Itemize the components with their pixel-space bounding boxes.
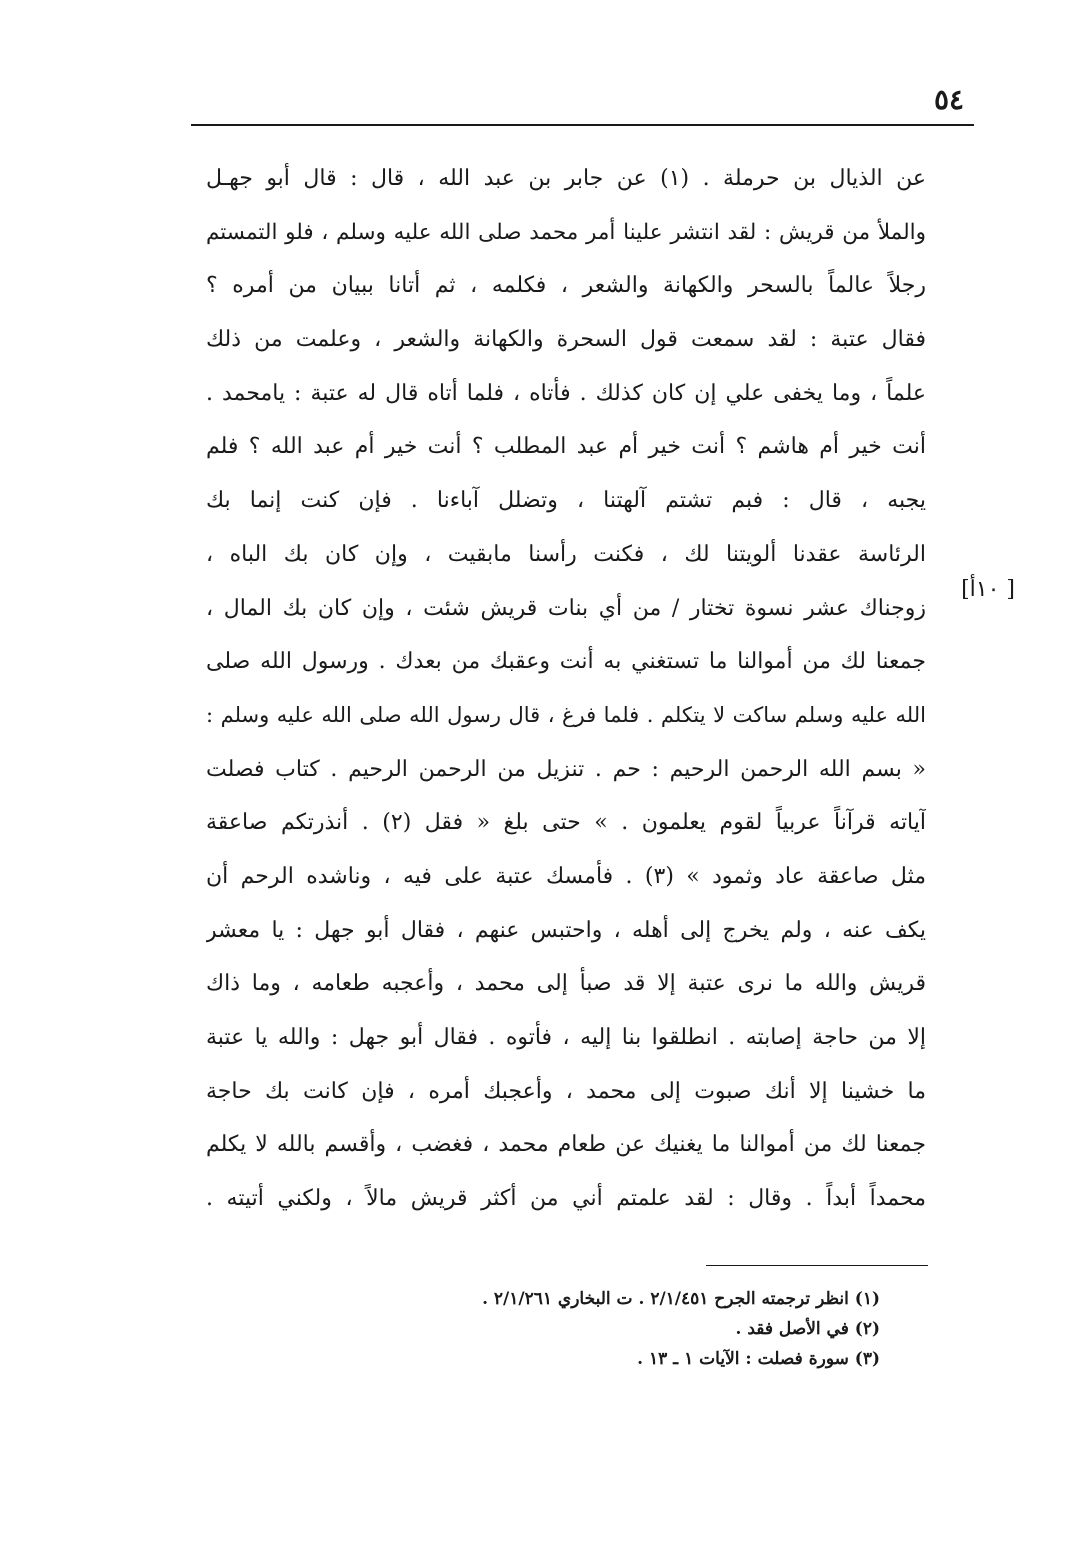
text-line: الله عليه وسلم ساكت لا يتكلم . فلما فرغ ، قال رسول الله صلى الله عليه وسلم :: [206, 702, 926, 727]
text-line: محمداً أبداً . وقال : لقد علمتم أني من أكثر قريش مالاً ، ولكني أتيته .: [206, 1186, 926, 1212]
text-line: جمعنا لك من أموالنا ما تستغني به أنت وعقبك من بعدك . ورسول الله صلى: [206, 649, 926, 675]
footnotes: [380, 1284, 880, 1374]
text-line: جمعنا لك من أموالنا ما يغنيك عن طعام محمد ، فغضب ، وأقسم بالله لا يكلم: [206, 1132, 926, 1158]
body-text: [206, 152, 926, 1226]
text-line: يكف عنه ، ولم يخرج إلى أهله ، واحتبس عنهم ، فقال أبو جهل : يا معشر: [206, 917, 926, 943]
text-line: مثل صاعقة عاد وثمود » (٣) . فأمسك عتبة على فيه ، وناشده الرحم أن: [206, 863, 926, 889]
text-line: ما خشينا إلا أنك صبوت إلى محمد ، وأعجبك أمره ، فإن كانت بك حاجة: [206, 1078, 926, 1104]
text-line: علماً ، وما يخفى علي إن كان كذلك . فأتاه ، فلما أتاه قال له عتبة : يامحمد .: [206, 380, 926, 406]
header-rule: [191, 124, 974, 126]
text-line: يجبه ، قال : فبم تشتم آلهتنا ، وتضلل آباءنا . فإن كنت إنما بك: [206, 488, 926, 514]
text-line: أنت خير أم هاشم ؟ أنت خير أم عبد المطلب ؟ أنت خير أم عبد الله ؟ فلم: [206, 434, 926, 460]
text-line: قريش والله ما نرى عتبة إلا قد صبأ إلى محمد ، وأعجبه طعامه ، وما ذاك: [206, 971, 926, 997]
text-line: إلا من حاجة إصابته . انطلقوا بنا إليه ، فأتوه . فقال أبو جهل : والله يا عتبة: [206, 1025, 926, 1050]
text-line: والملأ من قريش : لقد انتشر علينا أمر محمد صلى الله عليه وسلم ، فلو التمستم: [206, 219, 926, 245]
text-line: الرئاسة عقدنا ألويتنا لك ، فكنت رأسنا مابقيت ، وإن كان بك الباه ،: [206, 541, 926, 567]
text-line: « بسم الله الرحمن الرحيم : حم . تنزيل من الرحمن الرحيم . كتاب فصلت: [206, 756, 926, 782]
footnote: (١) انظر ترجمته الجرح ٢/١/٤٥١ . ت البخاري ٢/١/٢٦١ .: [482, 1289, 880, 1309]
text-line: رجلاً عالماً بالسحر والكهانة والشعر ، فكلمه ، ثم أتانا ببيان من أمره ؟: [206, 273, 926, 299]
text-line: زوجناك عشر نسوة تختار / من أي بنات قريش شئت ، وإن كان بك المال ،: [206, 595, 926, 621]
page-number: ٥٤: [934, 83, 965, 116]
text-line: عن الذيال بن حرملة . (١) عن جابر بن عبد الله ، قال : قال أبو جهـل: [206, 166, 926, 191]
margin-folio-note: [ ١٠أ]: [961, 577, 1015, 602]
footnote: (٢) في الأصل فقد .: [735, 1319, 880, 1339]
footnote-rule: [706, 1265, 928, 1266]
footnote: (٣) سورة فصلت : الآيات ١ ـ ١٣ .: [637, 1349, 880, 1369]
text-line: فقال عتبة : لقد سمعت قول السحرة والكهانة والشعر ، وعلمت من ذلك: [206, 327, 926, 353]
text-line: آياته قرآناً عربياً لقوم يعلمون . » حتى بلغ « فقل (٢) . أنذرتكم صاعقة: [206, 810, 926, 836]
